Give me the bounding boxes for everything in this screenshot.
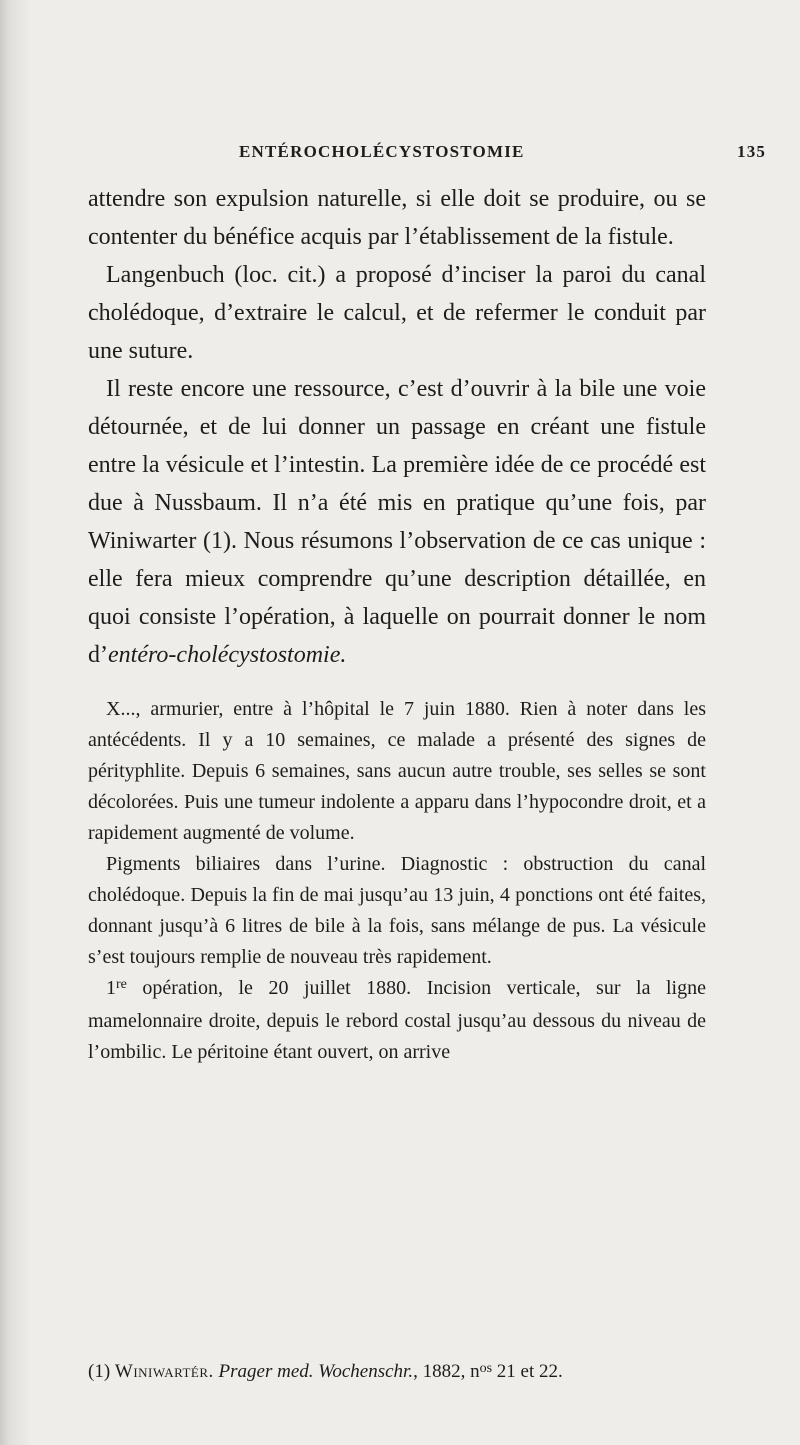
footnote-journal: Prager med. Wochenschr.: [218, 1361, 414, 1382]
footnote: [88, 1358, 706, 1388]
main-text: [88, 180, 706, 674]
operation-superscript: re: [116, 976, 127, 992]
running-title: ENTÉROCHOLÉCYSTOSTOMIE: [239, 142, 525, 161]
paragraph-3: [88, 370, 706, 674]
case-paragraph-1: X..., armurier, entre à l’hôpital le 7 juin 1880. Rien à noter dans les antécédents. Il y a 10 semaines, ce malade a présenté des signes de pérityphlite. Depuis 6 semaines, sans aucun autre trouble, ses selles se sont décolorées. Puis une tumeur indolente a apparu dans l’hypocondre droit, et a rapidement augmenté de volume.: [88, 698, 706, 844]
footnote-author: Winiwartér.: [114, 1361, 214, 1382]
page-number: 135: [737, 142, 767, 161]
page-content: [88, 180, 706, 1445]
footnote-mark: (1): [88, 1361, 111, 1382]
paragraph-2: Langenbuch (loc. cit.) a proposé d’inciser la paroi du canal cholédoque, d’extraire le calcul, et de refermer le conduit par une suture.: [88, 262, 706, 364]
footnote-text-2: 21 et 22.: [492, 1361, 563, 1382]
footnote-text-1: , 1882, n: [413, 1361, 480, 1382]
paragraph-1: attendre son expulsion naturelle, si elle doit se produire, ou se contenter du bénéfice acquis par l’établissement de la fistule.: [88, 186, 706, 250]
case-paragraph-2: Pigments biliaires dans l’urine. Diagnostic : obstruction du canal cholédoque. Depuis la fin de mai jusqu’au 13 juin, 4 ponctions ont été faites, donnant jusqu’à 6 litres de bile à la fois, sans mélange de pus. La vésicule s’est toujours remplie de nouveau très rapidement.: [88, 853, 706, 968]
paragraph-3-text: Il reste encore une ressource, c’est d’ouvrir à la bile une voie détournée, et de lui donner un passage en créant une fistule entre la vésicule et l’intestin. La première idée de ce procédé est due à Nussbaum. Il n’a été mis en pratique qu’une fois, par Winiwarter (1). Nous résumons l’observation de ce cas unique : elle fera mieux comprendre qu’une description détaillée, en quoi consiste l’opération, à laquelle on pourrait donner le nom d’: [88, 376, 706, 668]
case-paragraph-3-text: opération, le 20 juillet 1880. Incision verticale, sur la ligne mamelonnaire droite, depuis le rebord costal jusqu’au dessous du niveau de l’ombilic. Le péritoine étant ouvert, on arrive: [88, 977, 706, 1063]
operation-number: 1: [106, 977, 116, 999]
paragraph-3-emphasis: entéro-cholécystostomie.: [108, 642, 347, 668]
case-paragraph-3: [88, 973, 706, 1068]
page-header: [0, 142, 800, 172]
footnote-superscript: os: [479, 1361, 493, 1377]
case-observation: [88, 694, 706, 1068]
